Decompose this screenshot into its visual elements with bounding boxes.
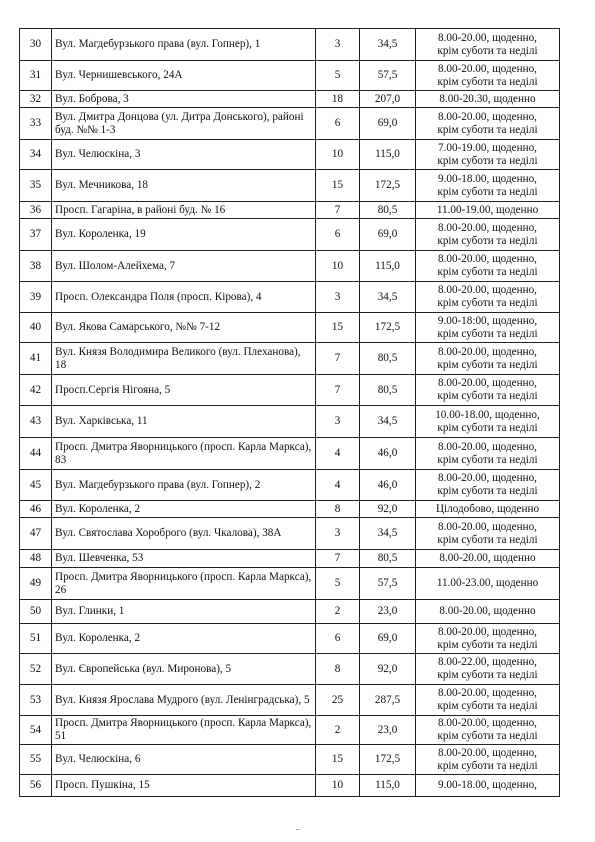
- count-cell: 3: [316, 282, 360, 313]
- schedule-cell: [416, 170, 560, 202]
- schedule-cell: [416, 61, 560, 91]
- schedule-line: крім суботи та неділі: [437, 638, 538, 651]
- address-cell: Вул. Якова Самарського, №№ 7-12: [52, 313, 316, 343]
- schedule-line: 8.00-20.00, щоденно,: [438, 472, 537, 485]
- schedule-cell: [416, 91, 560, 108]
- address-cell: Просп. Олександра Поля (просп. Кірова), 4: [52, 282, 316, 313]
- count-cell: 10: [316, 140, 360, 170]
- address-cell: Вул. Чернишевського, 24А: [52, 61, 316, 91]
- count-cell: 4: [316, 470, 360, 501]
- address-cell: Вул. Князя Ярослава Мудрого (вул. Ленінградська), 5: [52, 685, 316, 716]
- schedule-cell: [416, 343, 560, 375]
- schedule-line: крім суботи та неділі: [437, 485, 538, 497]
- schedule-cell: [416, 550, 560, 568]
- schedule-line: 8.00-20.00, щоденно,: [438, 687, 537, 700]
- row-number-cell: 44: [20, 438, 52, 470]
- address-cell: Вул. Мечникова, 18: [52, 170, 316, 202]
- row-number-cell: 48: [20, 550, 52, 568]
- schedule-line: крім суботи та неділі: [437, 185, 538, 198]
- locations-table: [19, 28, 560, 797]
- schedule-line: 11.00-23.00, щоденно: [436, 577, 539, 590]
- row-number-cell: 53: [20, 685, 52, 716]
- schedule-line: 8.00-20.00, щоденно: [439, 605, 536, 618]
- schedule-cell: [416, 775, 560, 797]
- schedule-line: 8.00-20.00, щоденно,: [438, 746, 537, 759]
- table-row: [20, 202, 560, 219]
- schedule-line: крім суботи та неділі: [437, 421, 538, 434]
- count-cell: 18: [316, 91, 360, 108]
- area-cell: 92,0: [360, 654, 416, 685]
- table-row: [20, 61, 560, 91]
- table-row: [20, 140, 560, 170]
- table-row: [20, 501, 560, 518]
- table-row: [20, 170, 560, 202]
- area-cell: 34,5: [360, 518, 416, 550]
- schedule-cell: [416, 716, 560, 745]
- table-row: [20, 624, 560, 654]
- area-cell: 80,5: [360, 202, 416, 219]
- count-cell: 8: [316, 501, 360, 518]
- row-number-cell: 50: [20, 600, 52, 624]
- count-cell: 3: [316, 29, 360, 61]
- address-cell: Просп. Гагаріна, в районі буд. № 16: [52, 202, 316, 219]
- address-cell: Вул. Святослава Хороброго (вул. Чкалова), 38А: [52, 518, 316, 550]
- address-cell: Вул. Дмитра Донцова (ул. Дитра Донського), районі буд. №№ 1-3: [52, 108, 316, 140]
- schedule-cell: [416, 685, 560, 716]
- schedule-line: крім суботи та неділі: [437, 327, 538, 340]
- schedule-cell: [416, 654, 560, 685]
- table-row: [20, 406, 560, 438]
- schedule-line: крім суботи та неділі: [437, 154, 538, 167]
- row-number-cell: 55: [20, 745, 52, 775]
- address-cell: Просп. Пушкіна, 15: [52, 775, 316, 797]
- schedule-line: Цілодобово, щоденно: [435, 502, 540, 515]
- row-number-cell: 30: [20, 29, 52, 61]
- area-cell: 172,5: [360, 170, 416, 202]
- row-number-cell: 38: [20, 251, 52, 282]
- schedule-cell: [416, 282, 560, 313]
- area-cell: 172,5: [360, 745, 416, 775]
- schedule-line: крім суботи та неділі: [437, 123, 538, 136]
- address-cell: Вул. Челюскіна, 6: [52, 745, 316, 775]
- schedule-line: крім суботи та неділі: [437, 297, 538, 309]
- address-cell: Вул. Магдебурзького права (вул. Гопнер), 2: [52, 470, 316, 501]
- row-number-cell: 33: [20, 108, 52, 140]
- count-cell: 6: [316, 219, 360, 251]
- area-cell: 69,0: [360, 219, 416, 251]
- row-number-cell: 36: [20, 202, 52, 219]
- table-row: [20, 438, 560, 470]
- schedule-cell: [416, 29, 560, 61]
- address-cell: Просп. Дмитра Яворницького (просп. Карла Маркса), 83: [52, 438, 316, 470]
- table-row: [20, 716, 560, 745]
- table-row: [20, 282, 560, 313]
- schedule-line: 9.00-18.00, щоденно,: [438, 779, 537, 792]
- row-number-cell: 49: [20, 568, 52, 600]
- schedule-line: крім суботи та неділі: [437, 533, 538, 546]
- schedule-line: крім суботи та неділі: [437, 453, 538, 466]
- area-cell: 34,5: [360, 406, 416, 438]
- row-number-cell: 52: [20, 654, 52, 685]
- row-number-cell: 37: [20, 219, 52, 251]
- row-number-cell: 32: [20, 91, 52, 108]
- table-row: [20, 29, 560, 61]
- row-number-cell: 39: [20, 282, 52, 313]
- schedule-cell: [416, 202, 560, 219]
- area-cell: 80,5: [360, 343, 416, 375]
- schedule-line: 8.00-20.00, щоденно,: [438, 717, 537, 730]
- area-cell: 69,0: [360, 624, 416, 654]
- schedule-line: крім суботи та неділі: [437, 759, 538, 772]
- row-number-cell: 54: [20, 716, 52, 745]
- schedule-line: 8.00-20.00, щоденно,: [438, 253, 537, 266]
- area-cell: 207,0: [360, 91, 416, 108]
- address-cell: Вул. Шолом-Алейхема, 7: [52, 251, 316, 282]
- count-cell: 3: [316, 406, 360, 438]
- count-cell: 5: [316, 568, 360, 600]
- schedule-cell: [416, 568, 560, 600]
- schedule-line: 8.00-20.00, щоденно,: [438, 345, 537, 358]
- address-cell: Вул. Челюскіна, 3: [52, 140, 316, 170]
- area-cell: 34,5: [360, 29, 416, 61]
- area-cell: 115,0: [360, 775, 416, 797]
- area-cell: 80,5: [360, 375, 416, 406]
- address-cell: Вул. Боброва, 3: [52, 91, 316, 108]
- area-cell: 57,5: [360, 61, 416, 91]
- schedule-line: крім суботи та неділі: [437, 700, 538, 712]
- count-cell: 4: [316, 438, 360, 470]
- schedule-cell: [416, 745, 560, 775]
- count-cell: 7: [316, 375, 360, 406]
- table-row: [20, 251, 560, 282]
- row-number-cell: 35: [20, 170, 52, 202]
- table-row: [20, 685, 560, 716]
- row-number-cell: 47: [20, 518, 52, 550]
- count-cell: 3: [316, 518, 360, 550]
- count-cell: 2: [316, 600, 360, 624]
- schedule-line: крім суботи та неділі: [437, 730, 538, 742]
- schedule-cell: [416, 600, 560, 624]
- table-row: [20, 518, 560, 550]
- table-row: [20, 375, 560, 406]
- schedule-cell: [416, 219, 560, 251]
- schedule-line: 8.00-20.00, щоденно,: [438, 110, 537, 123]
- area-cell: 34,5: [360, 282, 416, 313]
- address-cell: Вул. Шевченка, 53: [52, 550, 316, 568]
- schedule-cell: [416, 624, 560, 654]
- schedule-cell: [416, 251, 560, 282]
- schedule-line: 8.00-22.00, щоденно,: [438, 656, 537, 669]
- row-number-cell: 45: [20, 470, 52, 501]
- address-cell: Вул. Магдебурзького права (вул. Гопнер), 1: [52, 29, 316, 61]
- address-cell: Вул. Європейська (вул. Миронова), 5: [52, 654, 316, 685]
- page-footer-mark: [296, 829, 299, 830]
- row-number-cell: 46: [20, 501, 52, 518]
- schedule-cell: [416, 438, 560, 470]
- address-cell: Вул. Глинки, 1: [52, 600, 316, 624]
- schedule-line: 8.00-20.00, щоденно,: [438, 440, 537, 453]
- schedule-line: 9.00-18.00, щоденно,: [438, 172, 537, 185]
- table-row: [20, 568, 560, 600]
- schedule-cell: [416, 518, 560, 550]
- address-cell: Просп. Дмитра Яворницького (просп. Карла Маркса), 26: [52, 568, 316, 600]
- row-number-cell: 56: [20, 775, 52, 797]
- table-body: [20, 29, 560, 797]
- address-cell: Просп. Дмитра Яворницького (просп. Карла Маркса), 51: [52, 716, 316, 745]
- schedule-line: 8.00-20.00, щоденно,: [438, 520, 537, 533]
- table-row: [20, 313, 560, 343]
- table-row: [20, 550, 560, 568]
- row-number-cell: 41: [20, 343, 52, 375]
- area-cell: 69,0: [360, 108, 416, 140]
- address-cell: Вул. Харківська, 11: [52, 406, 316, 438]
- schedule-line: крім суботи та неділі: [437, 358, 538, 371]
- area-cell: 115,0: [360, 251, 416, 282]
- table-row: [20, 219, 560, 251]
- count-cell: 5: [316, 61, 360, 91]
- table-row: [20, 470, 560, 501]
- row-number-cell: 51: [20, 624, 52, 654]
- schedule-line: 8.00-20.00, щоденно,: [438, 31, 537, 44]
- schedule-line: 7.00-19.00, щоденно,: [438, 141, 537, 154]
- schedule-line: крім суботи та неділі: [437, 266, 538, 278]
- area-cell: 46,0: [360, 470, 416, 501]
- schedule-line: 8.00-20.00, щоденно,: [438, 625, 537, 638]
- table-row: [20, 91, 560, 108]
- row-number-cell: 31: [20, 61, 52, 91]
- count-cell: 15: [316, 170, 360, 202]
- row-number-cell: 43: [20, 406, 52, 438]
- address-cell: Вул. Князя Володимира Великого (вул. Плеханова), 18: [52, 343, 316, 375]
- schedule-line: 9.00-18:00, щоденно,: [437, 314, 538, 327]
- address-cell: Вул. Короленка, 2: [52, 624, 316, 654]
- count-cell: 7: [316, 343, 360, 375]
- area-cell: 287,5: [360, 685, 416, 716]
- table-row: [20, 343, 560, 375]
- area-cell: 80,5: [360, 550, 416, 568]
- schedule-line: 11.00-19.00, щоденно: [436, 203, 539, 216]
- schedule-cell: [416, 501, 560, 518]
- schedule-cell: [416, 375, 560, 406]
- table-row: [20, 108, 560, 140]
- count-cell: 10: [316, 775, 360, 797]
- count-cell: 6: [316, 624, 360, 654]
- table-row: [20, 654, 560, 685]
- schedule-line: 8.00-20.00, щоденно: [439, 552, 536, 565]
- address-cell: Вул. Короленка, 19: [52, 219, 316, 251]
- schedule-cell: [416, 140, 560, 170]
- schedule-cell: [416, 313, 560, 343]
- schedule-line: крім суботи та неділі: [437, 75, 538, 88]
- schedule-line: 8.00-20.00, щоденно,: [438, 377, 537, 390]
- address-cell: Вул. Короленка, 2: [52, 501, 316, 518]
- schedule-line: 8.00-20.00, щоденно,: [438, 62, 537, 75]
- count-cell: 7: [316, 202, 360, 219]
- table-row: [20, 745, 560, 775]
- area-cell: 23,0: [360, 600, 416, 624]
- count-cell: 6: [316, 108, 360, 140]
- schedule-line: крім суботи та неділі: [437, 669, 538, 681]
- row-number-cell: 34: [20, 140, 52, 170]
- schedule-line: 10.00-18.00, щоденно,: [435, 408, 540, 421]
- schedule-line: крім суботи та неділі: [437, 234, 538, 247]
- schedule-line: 8.00-20.00, щоденно,: [438, 221, 537, 234]
- table-row: [20, 600, 560, 624]
- area-cell: 115,0: [360, 140, 416, 170]
- schedule-cell: [416, 108, 560, 140]
- schedule-line: крім суботи та неділі: [437, 390, 538, 402]
- area-cell: 46,0: [360, 438, 416, 470]
- count-cell: 25: [316, 685, 360, 716]
- schedule-line: 8.00-20.30, щоденно: [439, 92, 536, 105]
- schedule-line: крім суботи та неділі: [437, 44, 538, 57]
- address-cell: Просп.Сергія Нігояна, 5: [52, 375, 316, 406]
- count-cell: 2: [316, 716, 360, 745]
- table-row: [20, 775, 560, 797]
- area-cell: 23,0: [360, 716, 416, 745]
- count-cell: 8: [316, 654, 360, 685]
- area-cell: 57,5: [360, 568, 416, 600]
- count-cell: 10: [316, 251, 360, 282]
- count-cell: 15: [316, 313, 360, 343]
- schedule-cell: [416, 470, 560, 501]
- schedule-line: 8.00-20.00, щоденно,: [438, 284, 537, 297]
- schedule-cell: [416, 406, 560, 438]
- count-cell: 15: [316, 745, 360, 775]
- row-number-cell: 40: [20, 313, 52, 343]
- row-number-cell: 42: [20, 375, 52, 406]
- count-cell: 7: [316, 550, 360, 568]
- area-cell: 92,0: [360, 501, 416, 518]
- area-cell: 172,5: [360, 313, 416, 343]
